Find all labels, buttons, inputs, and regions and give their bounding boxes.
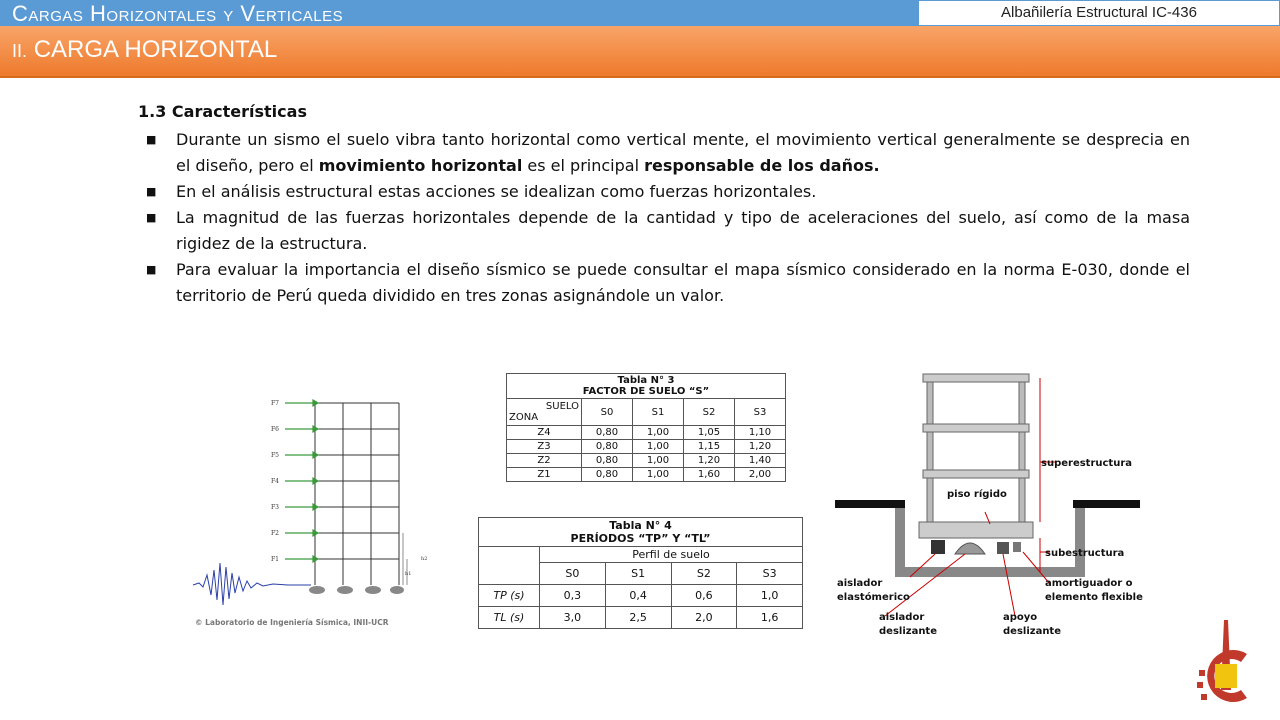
value-cell: 1,00 bbox=[633, 426, 684, 440]
section-title-text: CARGA HORIZONTAL bbox=[33, 36, 278, 63]
value-cell: 1,00 bbox=[633, 468, 684, 482]
tabla-3-title bbox=[507, 374, 786, 399]
frame-seismic-figure bbox=[193, 385, 428, 630]
column-header: S2 bbox=[671, 563, 737, 585]
zone-cell: Z1 bbox=[507, 468, 582, 482]
value-cell: 1,00 bbox=[633, 440, 684, 454]
corner-suelo: SUELO bbox=[545, 401, 579, 412]
value-cell: 1,10 bbox=[735, 426, 786, 440]
value-cell: 1,0 bbox=[737, 585, 803, 607]
value-cell: 0,6 bbox=[671, 585, 737, 607]
floor-label: F6 bbox=[271, 426, 279, 433]
value-cell: 1,00 bbox=[633, 454, 684, 468]
subheading: 1.3 Características bbox=[138, 102, 307, 121]
tabla-4-title-text: Tabla N° 4 bbox=[609, 519, 672, 532]
table-row bbox=[479, 585, 803, 607]
perfil-header: Perfil de suelo bbox=[540, 547, 803, 563]
bullet-icon: ■ bbox=[146, 185, 157, 198]
column-header: S0 bbox=[582, 399, 633, 426]
corner-zona: ZONA bbox=[509, 412, 539, 423]
tabla-3 bbox=[506, 373, 786, 482]
value-cell: 0,80 bbox=[582, 454, 633, 468]
table-row bbox=[507, 454, 786, 468]
column-header: S0 bbox=[540, 563, 606, 585]
value-cell: 1,6 bbox=[737, 607, 803, 629]
bullet-icon: ■ bbox=[146, 133, 157, 146]
value-cell: 1,15 bbox=[684, 440, 735, 454]
zone-cell: Z4 bbox=[507, 426, 582, 440]
column-header: S3 bbox=[737, 563, 803, 585]
label-amort-1: amortiguador o bbox=[1045, 578, 1133, 589]
row-label: TP (s) bbox=[479, 585, 540, 607]
table-row bbox=[507, 440, 786, 454]
floor-label: F3 bbox=[271, 504, 279, 511]
floor-label: F4 bbox=[271, 478, 279, 485]
label-subestructura: subestructura bbox=[1045, 548, 1125, 559]
bullet-text: En el análisis estructural estas acciones se idealizan como fuerzas horizontales. bbox=[176, 182, 817, 201]
course-code: Albañilería Estructural IC-436 bbox=[918, 0, 1280, 26]
course-title: Cargas Horizontales y Verticales bbox=[12, 1, 344, 26]
bullet-text: Para evaluar la importancia el diseño sísmico se puede consultar el mapa sísmico considerado en la norma E-030, donde el territorio de Perú queda dividido en tres zonas asignándole un valor. bbox=[176, 260, 1190, 305]
bullet-bold: movimiento horizontal bbox=[318, 156, 523, 175]
zone-cell: Z2 bbox=[507, 454, 582, 468]
bullet-text: Durante un sismo el suelo vibra tanto horizontal como vertical mente, el movimiento vertical generalmente se desprecia en el diseño, pero el bbox=[176, 130, 1190, 175]
column-header: S1 bbox=[633, 399, 684, 426]
zone-cell: Z3 bbox=[507, 440, 582, 454]
value-cell: 1,05 bbox=[684, 426, 735, 440]
floor-label: F7 bbox=[271, 400, 279, 407]
figure-credit: © Laboratorio de Ingeniería Sísmica, INII-UCR bbox=[195, 618, 389, 627]
value-cell: 0,80 bbox=[582, 426, 633, 440]
university-logo bbox=[1195, 620, 1257, 712]
label-apoyo-1: apoyo bbox=[1003, 612, 1038, 623]
base-isolation-figure bbox=[835, 372, 1143, 644]
tabla-4-title bbox=[479, 518, 803, 547]
table-row bbox=[507, 426, 786, 440]
seismogram-trace bbox=[193, 563, 311, 605]
tabla-4 bbox=[478, 517, 803, 629]
bullet-bold: responsable de los daños. bbox=[644, 156, 880, 175]
value-cell: 2,00 bbox=[735, 468, 786, 482]
value-cell: 0,4 bbox=[605, 585, 671, 607]
value-cell: 1,20 bbox=[735, 440, 786, 454]
tabla-3-title-text: Tabla N° 3 bbox=[617, 375, 675, 386]
section-title bbox=[12, 36, 277, 64]
label-aislador-elasto-2: elastómerico bbox=[837, 592, 910, 603]
column-header: S2 bbox=[684, 399, 735, 426]
value-cell: 3,0 bbox=[540, 607, 606, 629]
height-label: h2 bbox=[421, 556, 428, 562]
bullet-item bbox=[146, 179, 1190, 205]
label-piso-rigido: piso rígido bbox=[947, 489, 1007, 500]
floor-label: F2 bbox=[271, 530, 279, 537]
bullet-item bbox=[146, 257, 1190, 309]
height-label: h1 bbox=[405, 571, 412, 577]
tabla-4-corner bbox=[479, 547, 540, 585]
label-superestructura: superestructura bbox=[1041, 458, 1133, 469]
bullet-icon: ■ bbox=[146, 263, 157, 276]
value-cell: 2,0 bbox=[671, 607, 737, 629]
value-cell: 0,80 bbox=[582, 440, 633, 454]
section-number: II. bbox=[12, 41, 28, 61]
table-row bbox=[507, 468, 786, 482]
label-aislador-elasto-1: aislador bbox=[837, 578, 883, 589]
floor-label: F1 bbox=[271, 556, 279, 563]
bullet-item bbox=[146, 127, 1190, 179]
bullet-item bbox=[146, 205, 1190, 257]
value-cell: 0,80 bbox=[582, 468, 633, 482]
tabla-3-subtitle: FACTOR DE SUELO “S” bbox=[582, 386, 710, 397]
value-cell: 2,5 bbox=[605, 607, 671, 629]
tabla-3-corner bbox=[507, 399, 582, 426]
label-apoyo-2: deslizante bbox=[1003, 626, 1061, 637]
value-cell: 1,60 bbox=[684, 468, 735, 482]
row-label: TL (s) bbox=[479, 607, 540, 629]
table-row bbox=[479, 607, 803, 629]
column-header: S3 bbox=[735, 399, 786, 426]
section-bar bbox=[0, 26, 1280, 78]
bullet-text: es el principal bbox=[522, 156, 645, 175]
value-cell: 0,3 bbox=[540, 585, 606, 607]
label-amort-2: elemento flexible bbox=[1045, 592, 1143, 603]
value-cell: 1,20 bbox=[684, 454, 735, 468]
bullet-text: La magnitud de las fuerzas horizontales depende de la cantidad y tipo de aceleraciones del suelo, así como de la masa rigidez de la estructura. bbox=[176, 208, 1190, 253]
label-aislador-desl-2: deslizante bbox=[879, 626, 937, 637]
value-cell: 1,40 bbox=[735, 454, 786, 468]
main-content bbox=[138, 102, 1190, 309]
tabla-4-subtitle: PERÍODOS “TP” Y “TL” bbox=[570, 532, 711, 545]
bullet-icon: ■ bbox=[146, 211, 157, 224]
bullet-list bbox=[138, 127, 1190, 309]
header-bar bbox=[0, 0, 1280, 26]
floor-label: F5 bbox=[271, 452, 279, 459]
label-aislador-desl-1: aislador bbox=[879, 612, 925, 623]
column-header: S1 bbox=[605, 563, 671, 585]
